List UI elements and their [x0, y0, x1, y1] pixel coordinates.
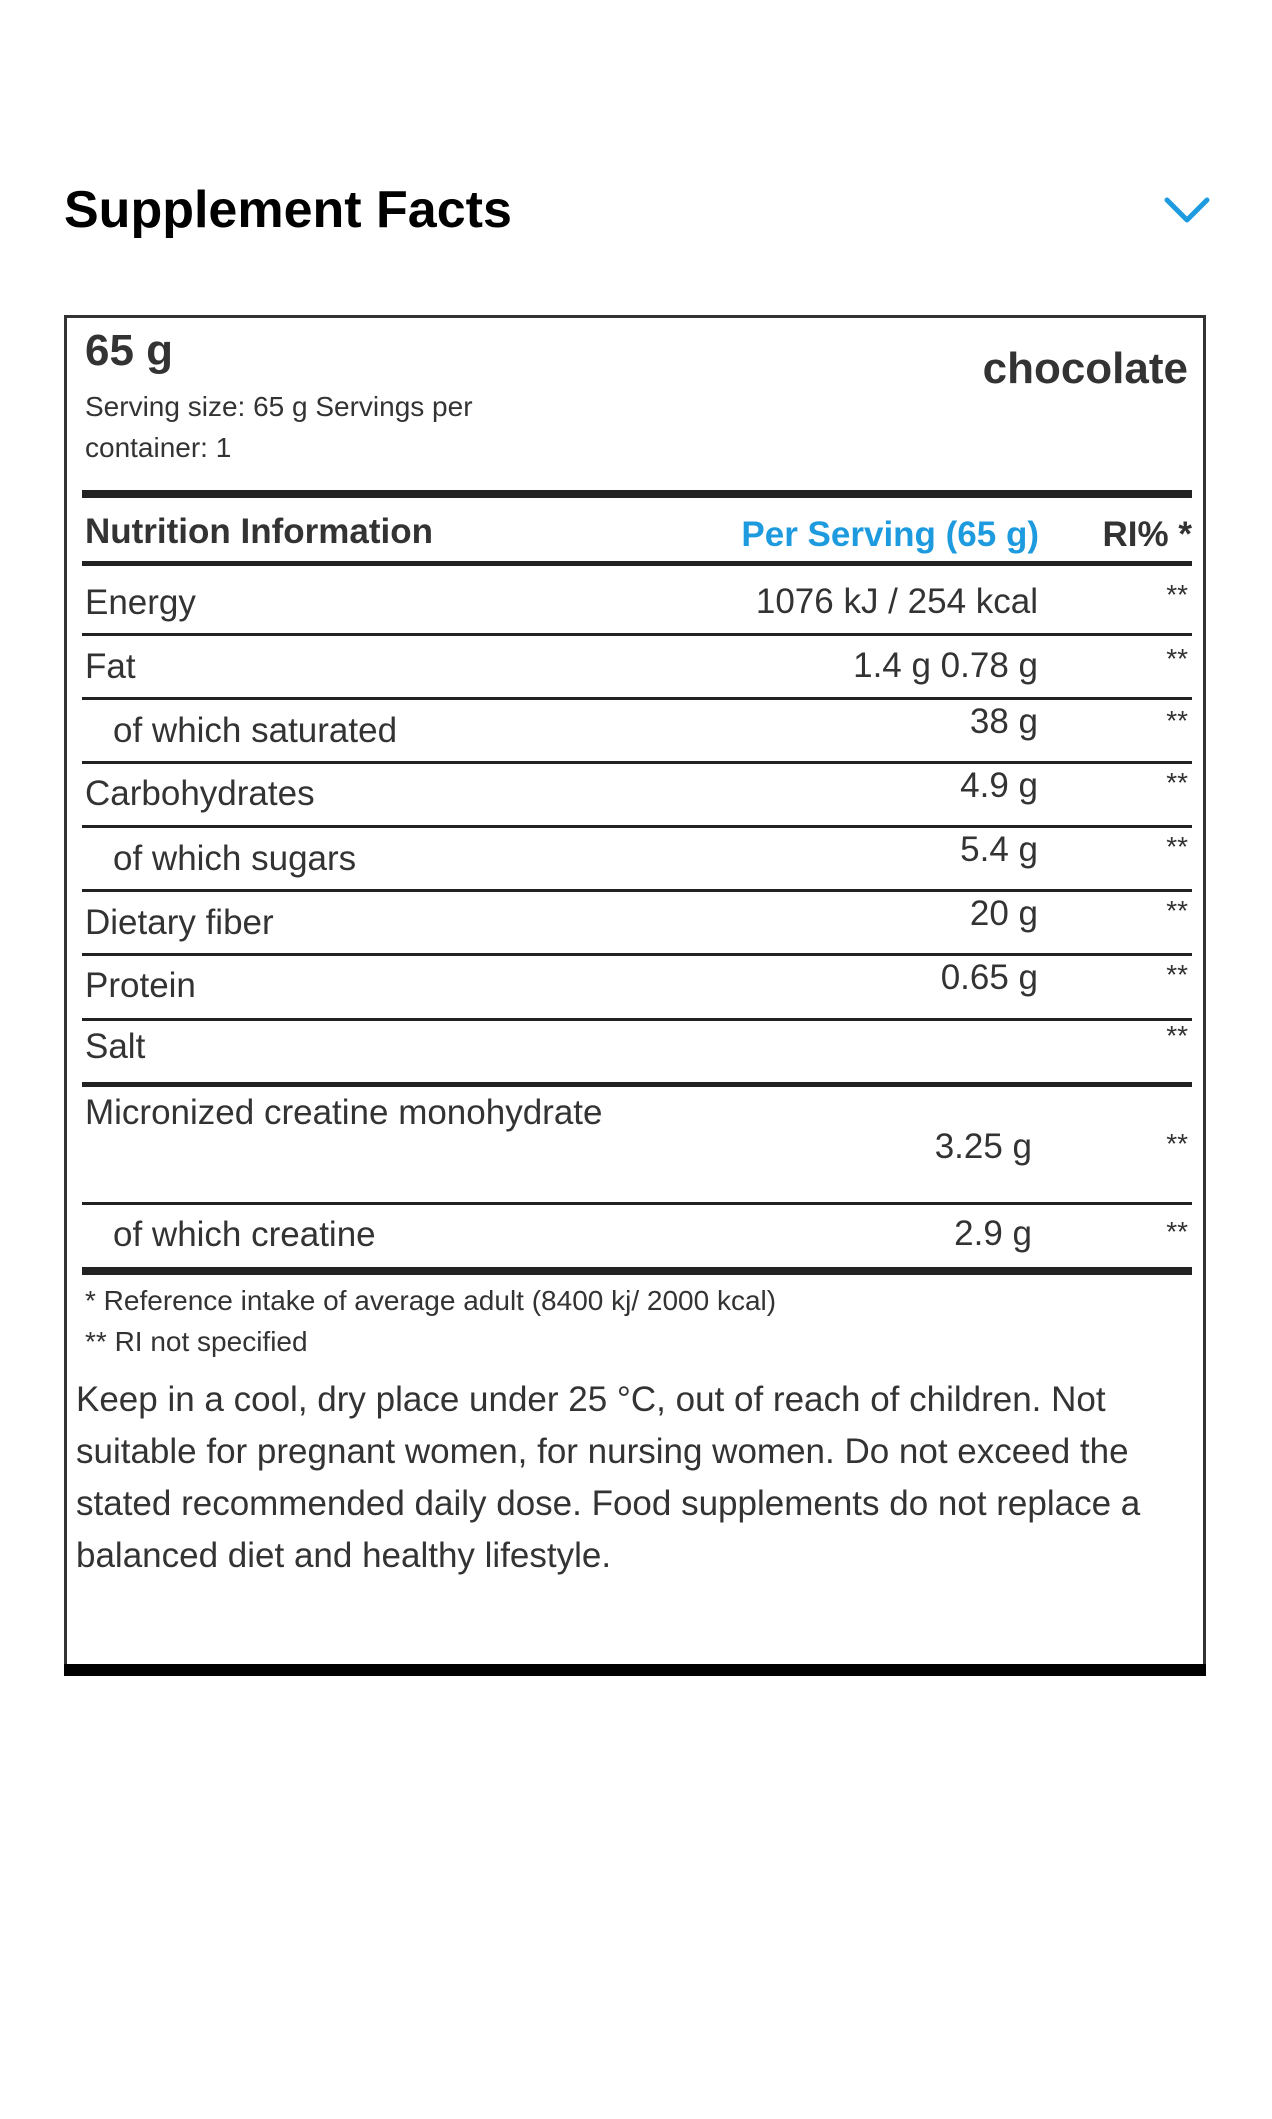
nutrient-value: 1076 kJ / 254 kcal [755, 582, 1038, 621]
nutrient-ri: ** [1166, 895, 1188, 926]
divider [82, 633, 1192, 636]
nutrient-ri: ** [1166, 959, 1188, 990]
nutrient-value: 5.4 g [960, 830, 1038, 869]
nutrient-ri: ** [1166, 705, 1188, 736]
nutrient-value: 20 g [969, 894, 1038, 933]
nutrient-value: 0.65 g [940, 958, 1038, 997]
section-title: Supplement Facts [64, 181, 512, 239]
nutrient-name: of which creatine [113, 1215, 376, 1254]
nutrient-name: Fat [85, 647, 136, 686]
nutrient-name: Protein [85, 966, 196, 1005]
nutrient-value: 3.25 g [934, 1127, 1032, 1166]
nutrient-ri: ** [1166, 767, 1188, 798]
divider [82, 1018, 1192, 1021]
nutrient-name: of which sugars [113, 839, 357, 878]
nutrient-ri: ** [1166, 1216, 1188, 1247]
nutrient-ri: ** [1166, 831, 1188, 862]
divider [82, 490, 1192, 498]
nutrient-name: Carbohydrates [85, 774, 315, 813]
column-header-per-serving: Per Serving (65 g) [741, 515, 1039, 554]
divider [82, 561, 1192, 566]
footnote-ri-not-specified: ** RI not specified [85, 1326, 308, 1357]
divider [82, 1267, 1192, 1275]
nutrient-name: of which saturated [113, 711, 398, 750]
divider [82, 1202, 1192, 1205]
panel-bottom-bar [64, 1664, 1206, 1676]
column-header-name: Nutrition Information [85, 512, 434, 551]
nutrient-name: Salt [85, 1027, 146, 1066]
footnote-reference-intake: * Reference intake of average adult (8400 kj/ 2000 kcal) [85, 1285, 777, 1316]
nutrient-name: Micronized creatine monohydrate [85, 1093, 603, 1132]
nutrient-name: Dietary fiber [85, 903, 274, 942]
nutrient-ri: ** [1166, 1128, 1188, 1159]
nutrient-name: Energy [85, 583, 196, 622]
nutrient-ri: ** [1166, 643, 1188, 674]
storage-warning: Keep in a cool, dry place under 25 °C, out of reach of children. Not suitable for pregnant women, for nursing women. Do not exceed the stated recommended daily dose. Food supplements do not replace a balanced diet and healthy lifestyle. [76, 1380, 1141, 1575]
nutrient-value: 4.9 g [960, 766, 1038, 805]
nutrient-value: 38 g [969, 702, 1038, 741]
serving-size-text: Serving size: 65 g Servings per container: 1 [85, 391, 473, 463]
serving-amount: 65 g [85, 326, 174, 375]
chevron-down-icon[interactable] [1163, 192, 1211, 228]
flavor-label: chocolate [982, 344, 1188, 393]
footnotes [85, 1280, 776, 1362]
nutrient-value: 1.4 g 0.78 g [853, 646, 1038, 685]
column-header-ri: RI% * [1102, 515, 1192, 554]
nutrient-ri: ** [1166, 1020, 1188, 1051]
nutrient-value: 2.9 g [954, 1214, 1032, 1253]
nutrient-ri: ** [1166, 579, 1188, 610]
